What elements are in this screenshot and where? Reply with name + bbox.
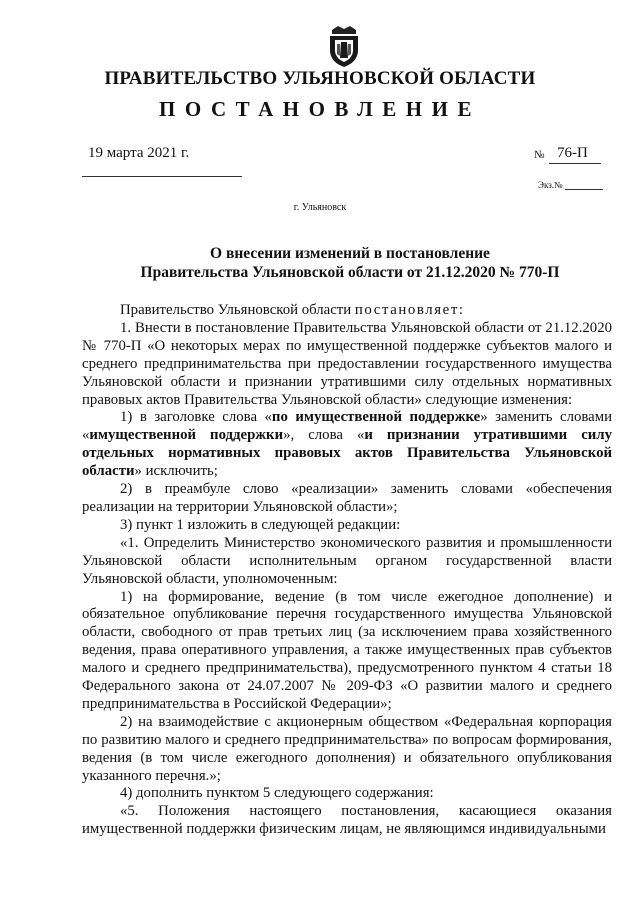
subject-line-2: Правительства Ульяновской области от 21.12.2020 № 770-П <box>140 264 560 281</box>
preamble-resolves: постановляет: <box>354 302 465 318</box>
paragraph-7: 2) на взаимодействие с акционерным обществом «Федеральная корпорация по развитию малого и среднего предпринимательства» по вопросам формирования, ведения (в том числе ежегодного дополнения) и обязательного опубликования указанного перечня.»; <box>82 713 612 784</box>
paragraph-6: 1) на формирование, ведение (в том числе ежегодное дополнение) и обязательное опубликование перечня государственного имущества Ульяновской области, свободного от прав третьих лиц (за исключением права хозяйственного ведения, права оперативного управления, а также имущественных прав субъектов малого и среднего предпринимательства), предусмотренного пунктом 4 статьи 18 Федерального закона от 24.07.2007 № 209-ФЗ «О развитии малого и среднего предпринимательства в Российской Федерации»; <box>82 588 612 712</box>
paragraph-preamble <box>82 302 612 320</box>
date-underline <box>82 176 242 177</box>
p2-bold-b: имущественной поддержки <box>89 427 284 444</box>
government-title: ПРАВИТЕЛЬСТВО УЛЬЯНОВСКОЙ ОБЛАСТИ <box>104 68 536 89</box>
paragraph-9: «5. Положения настоящего постановления, касающиеся оказания имущественной поддержки физическим лицам, не являющимся индивидуальными <box>82 803 612 838</box>
decree-number: 76-П <box>557 145 588 161</box>
p2-text-b: » заменить словами « <box>82 409 613 444</box>
preamble-text: Правительство Ульяновской области <box>120 302 355 318</box>
p2-text-a: 1) в заголовке слова « <box>120 409 272 426</box>
copy-number-label: Экз.№ <box>538 180 563 190</box>
decree-body <box>82 302 612 839</box>
paragraph-5: «1. Определить Министерство экономического развития и промышленности Ульяновской области исполнительным органом государственной власти Ульяновской области, уполномоченным: <box>82 534 612 587</box>
decree-date: 19 марта 2021 г. <box>88 145 190 161</box>
paragraph-4: 3) пункт 1 изложить в следующей редакции: <box>120 516 401 533</box>
subject-line-1: О внесении изменений в постановление <box>210 245 490 262</box>
p2-text-c: », слова « <box>283 427 365 444</box>
paragraph-2 <box>82 409 612 481</box>
copy-number-underline <box>565 189 603 190</box>
document-type: ПОСТАНОВЛЕНИЕ <box>159 97 481 121</box>
city-name: г. Ульяновск <box>293 202 347 213</box>
p2-text-d: » исключить; <box>134 463 218 480</box>
paragraph-3: 2) в преамбуле слово «реализации» заменить словами «обеспечения реализации на территории Ульяновской области»; <box>82 481 612 515</box>
paragraph-1: 1. Внести в постановление Правительства Ульяновской области от 21.12.2020 № 770-П «О некоторых мерах по имущественной поддержке субъектов малого и среднего предпринимательства при предоставлении государственного имущества Ульяновской области и признании утратившими силу отдельных нормативных правовых актов Правительства Ульяновской области» следующие изменения: <box>82 319 612 408</box>
p2-bold-a: по имущественной поддержке <box>271 409 481 426</box>
paragraph-8: 4) дополнить пунктом 5 следующего содержания: <box>120 785 434 802</box>
number-underline <box>549 163 601 164</box>
p2-bold-c: и признании утратившими силу отдельных нормативных правовых актов Правительства Ульяновской области <box>82 427 612 480</box>
number-label: № <box>534 149 545 161</box>
coat-of-arms-icon <box>326 22 362 68</box>
decree-subject <box>60 244 640 282</box>
